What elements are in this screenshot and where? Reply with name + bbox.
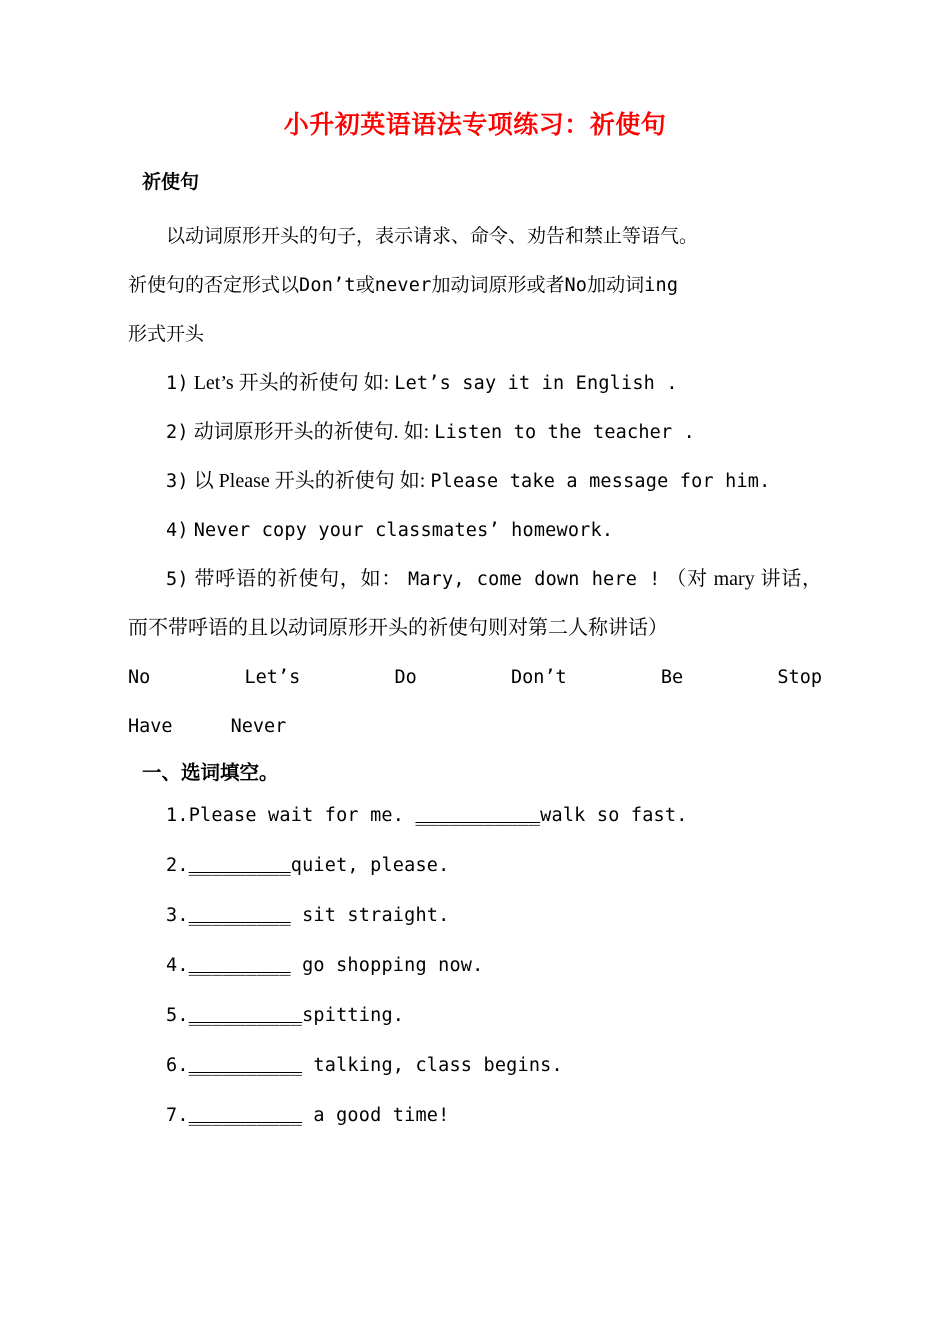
word-bank-item-lets: Let’s [244, 667, 301, 688]
intro-text-2a: 祈使句的否定形式以 [128, 274, 300, 296]
question-6-number: 6. [166, 1055, 189, 1076]
point-item-5 [128, 555, 822, 653]
word-bank-row-2 [128, 702, 822, 751]
point-1-number: 1) [166, 373, 189, 394]
exercise-question-1 [128, 791, 822, 841]
word-bank-item-be: Be [660, 667, 684, 688]
exercise-question-2 [128, 841, 822, 891]
point-2-en: Listen to the teacher . [434, 422, 696, 443]
intro-text-2e: 加动词原形或者 [431, 274, 565, 296]
point-3-number: 3) [166, 471, 189, 492]
point-5-en: Mary, come down here ! [407, 569, 661, 590]
intro-text-2c: 或 [355, 274, 375, 296]
intro-text-2d: never [374, 275, 432, 296]
question-1-after: walk so fast. [540, 805, 688, 826]
point-1-cn: Let’s 开头的祈使句 如: [193, 372, 390, 394]
intro-text-1: 以动词原形开头的句子，表示请求、命令、劝告和禁止等语气。 [166, 225, 699, 247]
word-bank-item-dont: Don’t [510, 667, 567, 688]
word-bank-item-no: No [128, 667, 151, 688]
point-4-en: Never copy your classmates’ homework. [193, 520, 614, 541]
point-4-number: 4) [166, 520, 189, 541]
point-item-1 [128, 359, 822, 408]
intro-text-2f: No [564, 275, 588, 296]
exercise-question-6 [128, 1041, 822, 1091]
point-5-number: 5) [166, 569, 189, 590]
word-bank-item-do: Do [394, 667, 417, 688]
point-2-cn: 动词原形开头的祈使句. 如: [193, 421, 430, 443]
word-bank-row-1 [128, 653, 822, 702]
question-3-blank[interactable]: _________ [188, 905, 291, 926]
exercise-question-5 [128, 991, 822, 1041]
exercise-heading: 一、选词填空。 [142, 761, 279, 784]
intro-text-3: 形式开头 [128, 323, 205, 345]
question-3-after: sit straight. [290, 905, 450, 926]
intro-paragraph-line1 [128, 212, 822, 261]
question-2-after: quiet, please. [290, 855, 450, 876]
point-5-cn: 带呼语的祈使句，如： [194, 568, 403, 590]
point-5-cn-tail: （对 mary 讲话，而不带呼语的且以动词原形开头的祈使句则对第二人称讲话） [128, 568, 823, 639]
point-item-2 [128, 408, 822, 457]
question-6-after: talking, class begins. [302, 1055, 563, 1076]
question-4-number: 4. [166, 955, 189, 976]
question-2-blank[interactable]: _________ [188, 855, 291, 876]
intro-text-2h: ing [644, 275, 679, 296]
word-bank-item-have: Have [128, 716, 173, 737]
intro-text-2g: 加动词 [587, 274, 645, 296]
point-3-en: Please take a message for him. [430, 471, 771, 492]
word-bank-item-never: Never [230, 716, 287, 737]
exercise-question-3 [128, 891, 822, 941]
point-3-cn: 以 Please 开头的祈使句 如: [193, 470, 426, 492]
point-item-3 [128, 457, 822, 506]
question-1-before: Please wait for me. [188, 805, 416, 826]
question-3-number: 3. [166, 905, 189, 926]
point-2-number: 2) [166, 422, 189, 443]
intro-paragraph-line2 [128, 261, 822, 310]
question-4-after: go shopping now. [290, 955, 484, 976]
question-1-blank[interactable]: ___________ [415, 805, 541, 826]
word-bank-item-stop: Stop [777, 667, 822, 688]
question-4-blank[interactable]: _________ [188, 955, 291, 976]
intro-text-2b: Don’t [299, 275, 356, 296]
question-5-number: 5. [166, 1005, 189, 1026]
question-5-blank[interactable]: __________ [188, 1005, 303, 1026]
point-1-en: Let’s say it in English . [394, 373, 678, 394]
section-subheading: 祈使句 [142, 171, 200, 193]
question-6-blank[interactable]: __________ [188, 1055, 303, 1076]
question-7-after: a good time! [302, 1105, 450, 1126]
word-bank [128, 653, 822, 751]
exercise-question-4 [128, 941, 822, 991]
question-2-number: 2. [166, 855, 189, 876]
point-item-4 [128, 506, 822, 555]
question-1-number: 1. [166, 805, 189, 826]
intro-paragraph-line3 [128, 310, 822, 359]
exercise-question-7 [128, 1091, 822, 1141]
question-7-blank[interactable]: __________ [188, 1105, 303, 1126]
question-5-after: spitting. [302, 1005, 405, 1026]
question-7-number: 7. [166, 1105, 189, 1126]
page-title: 小升初英语语法专项练习：祈使句 [283, 110, 667, 139]
